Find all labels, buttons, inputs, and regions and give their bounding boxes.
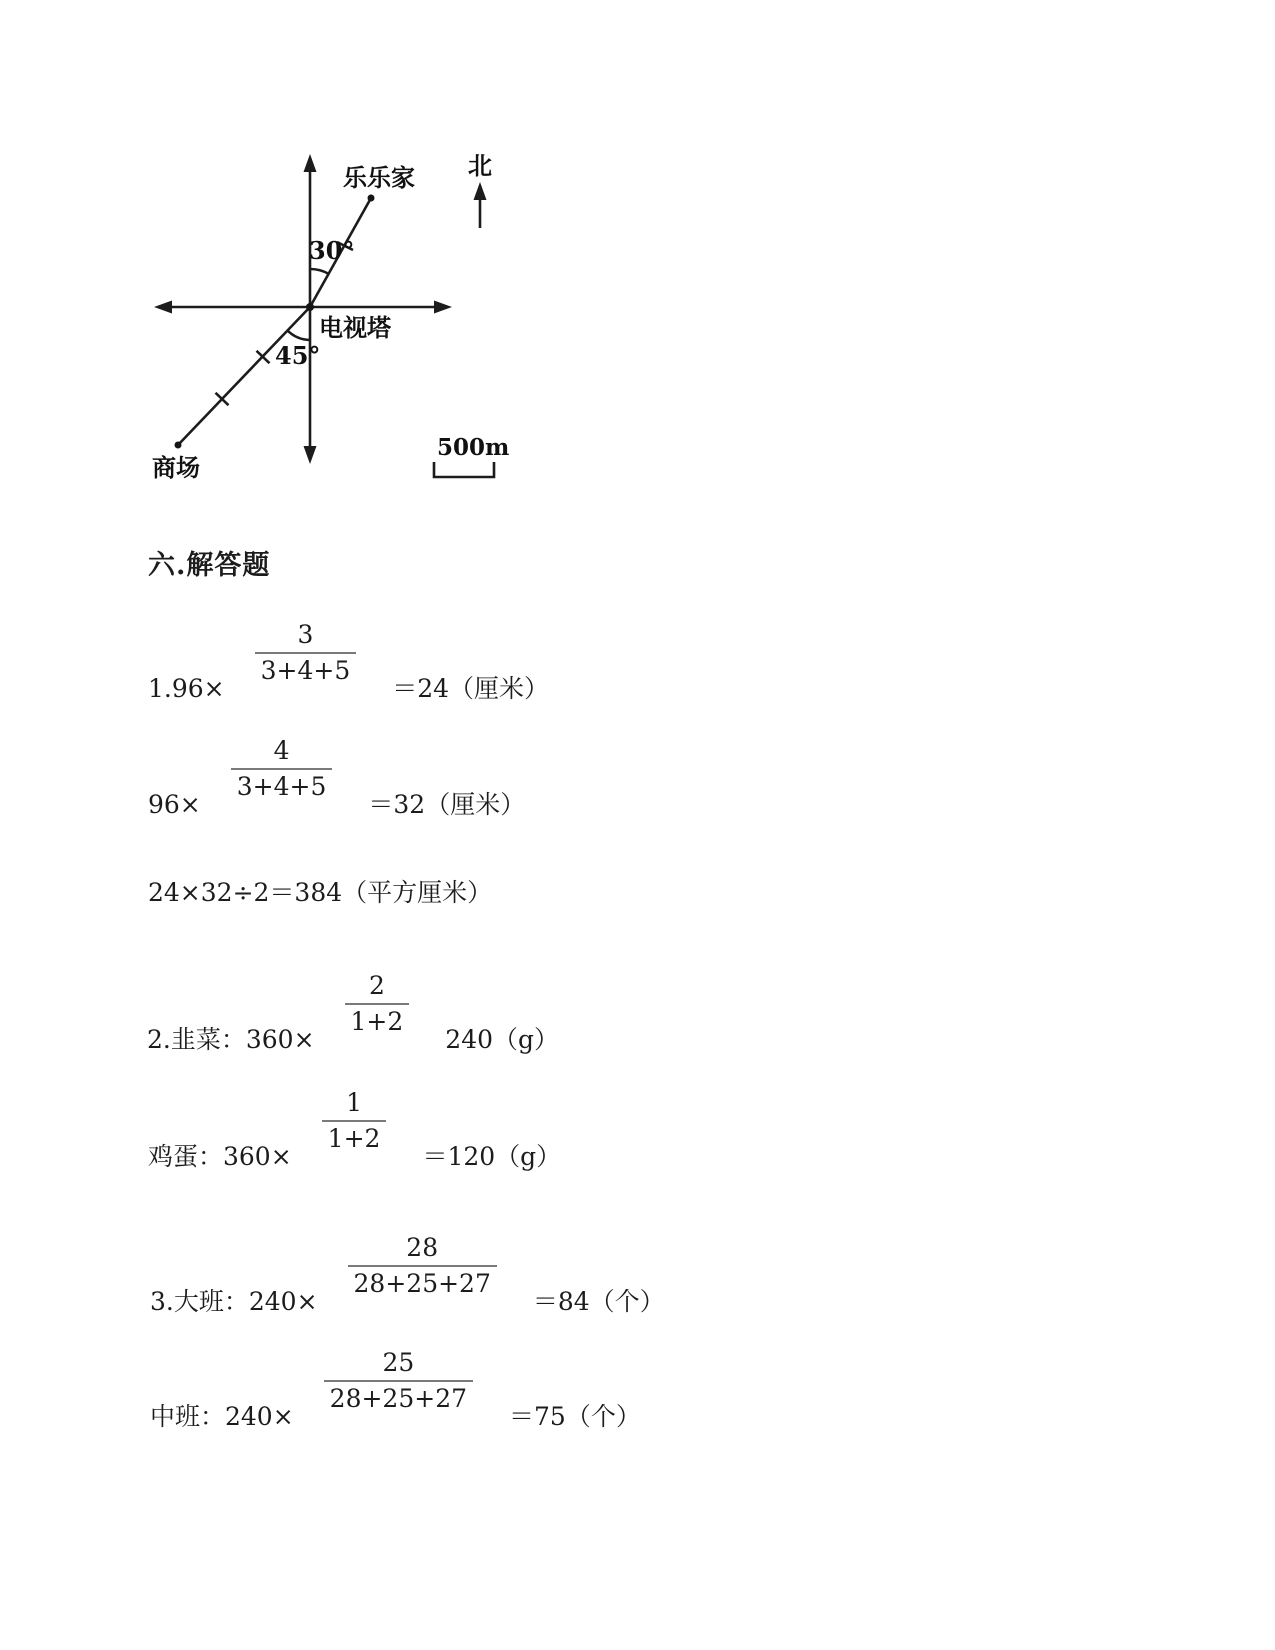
fraction [348, 1233, 497, 1298]
equation-line-3: 24×32÷2＝384（平方厘米） [148, 878, 493, 907]
axes [158, 158, 448, 460]
fraction-denominator: 28+25+27 [348, 1265, 497, 1299]
fraction-denominator: 28+25+27 [324, 1380, 473, 1414]
equation-result: ＝32（厘米） [368, 789, 526, 819]
angle-arc-30 [310, 269, 329, 274]
equation-prefix: 中班：240× [150, 1401, 294, 1431]
equation-line-2 [148, 736, 525, 821]
equation-line-4 [147, 971, 559, 1056]
fraction-denominator: 1+2 [345, 1003, 410, 1037]
mall-dot [175, 442, 182, 449]
fraction-denominator: 3+4+5 [231, 768, 333, 802]
mall-label: 商场 [152, 453, 200, 482]
fraction-numerator: 2 [368, 971, 385, 1000]
fraction [255, 620, 357, 685]
home-dot [368, 195, 375, 202]
fraction [322, 1088, 387, 1153]
fraction [345, 971, 410, 1036]
equation-prefix: 96× [148, 789, 201, 819]
equation-result: 240（g） [445, 1024, 560, 1054]
equation-result: ＝24（厘米） [392, 673, 550, 703]
equation-result: ＝75（个） [509, 1401, 641, 1431]
fraction [324, 1348, 473, 1413]
fraction-numerator: 1 [346, 1088, 362, 1117]
equation-prefix: 1.96× [148, 673, 225, 703]
home-label: 乐乐家 [343, 163, 415, 192]
fraction-numerator: 4 [273, 736, 290, 765]
angle-arc-45 [287, 330, 310, 340]
tower-label: 电视塔 [319, 313, 391, 342]
fraction [231, 736, 333, 801]
scale-bar [434, 462, 494, 477]
fraction-denominator: 3+4+5 [255, 652, 357, 686]
north-label: 北 [468, 151, 492, 180]
map-diagram [0, 0, 560, 500]
equation-prefix: 2.韭菜：360× [147, 1024, 315, 1054]
angle-45-label: 45° [275, 341, 321, 370]
equation-prefix: 3.大班：240× [150, 1286, 318, 1316]
angle-30-label: 30° [309, 236, 355, 265]
equation-line-1 [148, 620, 549, 705]
equation-line-6 [150, 1233, 665, 1318]
tower-dot [306, 303, 314, 311]
equation-line-7 [150, 1348, 641, 1433]
equation-line-5 [148, 1088, 561, 1173]
section-title: 六.解答题 [148, 550, 271, 581]
scale-label: 500m [437, 434, 510, 461]
fraction-numerator: 28 [406, 1233, 439, 1262]
equation-result: ＝84（个） [532, 1286, 665, 1316]
route-to-mall [178, 307, 310, 445]
fraction-numerator: 3 [297, 620, 314, 649]
equation-result: ＝120（g） [422, 1141, 562, 1171]
fraction-numerator: 25 [382, 1348, 415, 1377]
equation-prefix: 鸡蛋：360× [148, 1141, 292, 1171]
fraction-denominator: 1+2 [322, 1120, 387, 1154]
